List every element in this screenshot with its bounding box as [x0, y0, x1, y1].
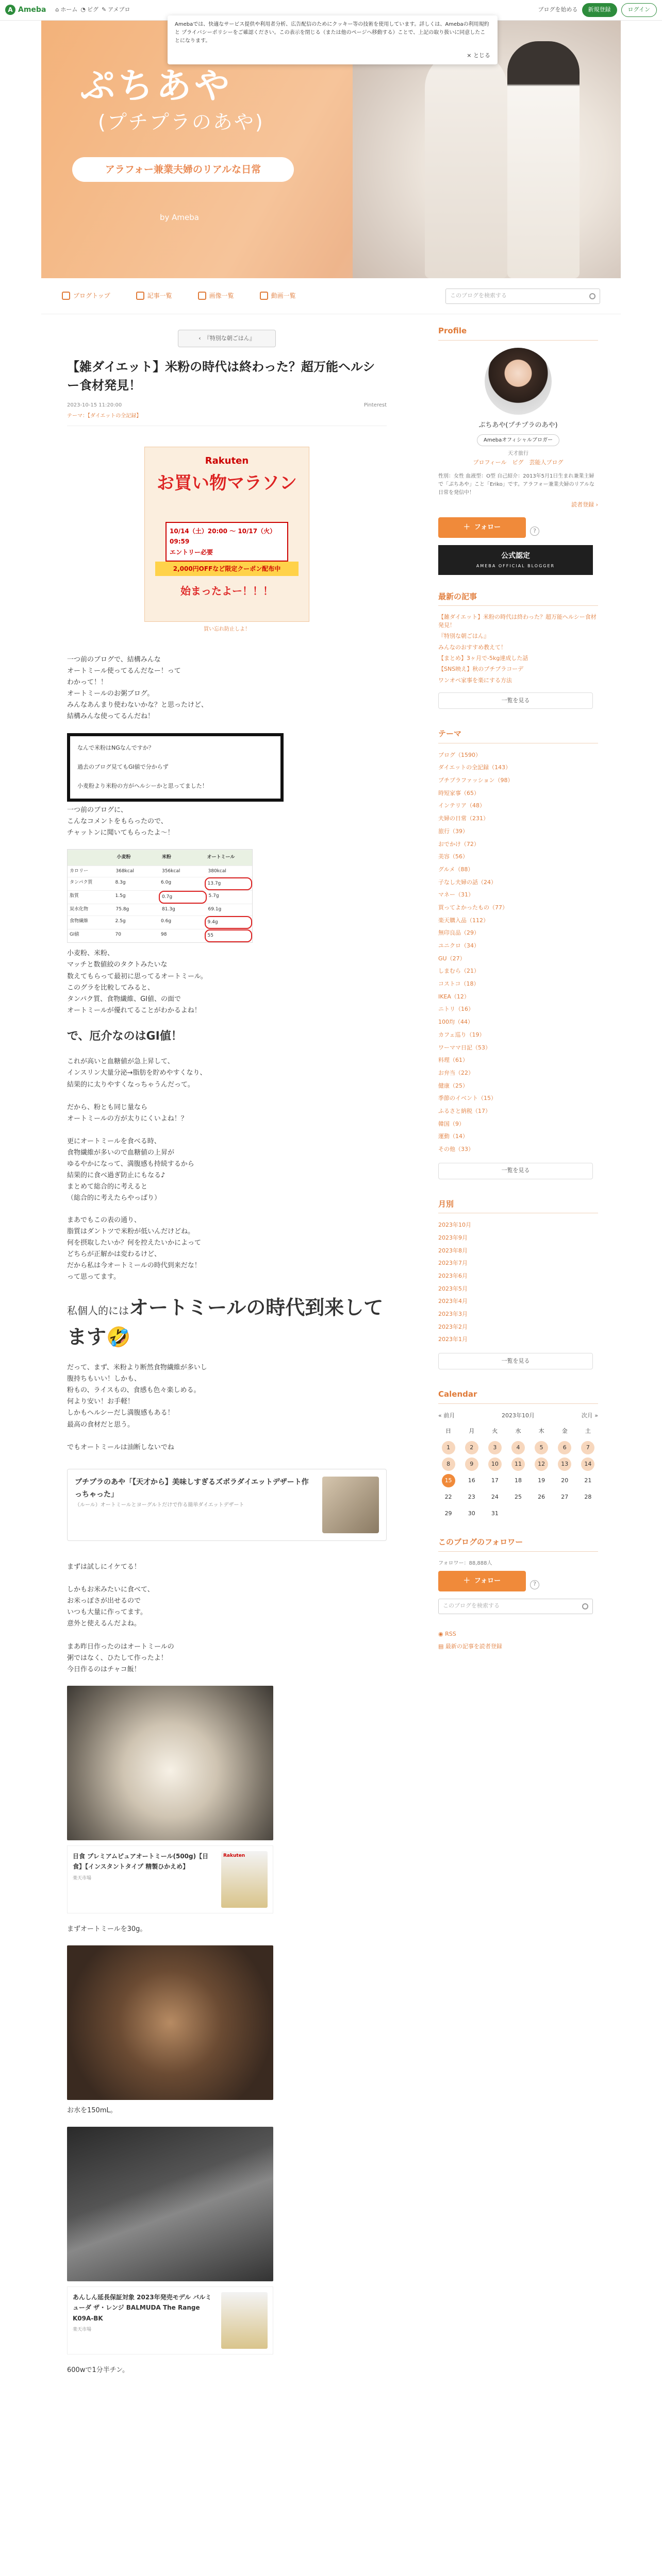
list-item[interactable]: 韓国（9）	[438, 1120, 465, 1127]
entry-paragraph: 一つ前のブログに、 こんなコメントをもらったので、 チャットンに聞いてもらったよ～！	[67, 806, 174, 837]
calendar-day[interactable]: 5	[535, 1441, 548, 1454]
entry-paragraph: まずオートミールを30g。	[67, 1925, 147, 1933]
login-button[interactable]: ログイン	[621, 3, 657, 17]
list-item[interactable]: 2023年1月	[438, 1336, 468, 1343]
nav-pigg[interactable]: ◔ ピグ	[80, 5, 98, 15]
calendar-day: 31	[491, 1510, 499, 1517]
calendar-day[interactable]: 13	[558, 1458, 571, 1471]
microwave-photo[interactable]	[67, 2127, 273, 2281]
profile-name[interactable]: ぷちあや(プチプラのあや)	[478, 421, 558, 429]
list-item[interactable]: 楽天購入品（112）	[438, 917, 489, 924]
help-icon[interactable]: ?	[530, 527, 539, 536]
nutrition-table-image	[67, 849, 253, 943]
product-shop: 楽天市場	[73, 1875, 92, 1881]
nav-entry-list[interactable]: 記事一覧	[136, 291, 172, 301]
nav-video-list[interactable]: 動画一覧	[260, 291, 296, 301]
blog-search-input[interactable]: このブログを検索する	[445, 289, 600, 304]
entry-paragraph: これが高いと血糖値が急上昇して、 インスリン大量分泌→脂肪を貯めやすくなり、 結果的に太りやすくなっちゃうんだって。 だから、粉とも同じ量なら オートミールの方が太りにくいよね！？ 更にオートミールを食べる時、 食物繊維が多いので血糖値の上昇が ゆるやかになって、満腹感も持続するから 結果的に食べ過ぎ防止にもなる♪ まとめて総合的に考えると （総合的に考えたらやっぱり）	[67, 1058, 207, 1202]
card-thumbnail	[322, 1477, 379, 1533]
calendar-weekday: 木	[538, 1428, 544, 1435]
blog-title: ぷちあや	[80, 65, 233, 107]
list-item[interactable]: 2023年5月	[438, 1285, 468, 1292]
cookie-notice-close-button[interactable]: × とじる	[467, 52, 490, 59]
calendar-day: 21	[584, 1477, 592, 1484]
calendar-title: 2023年10月	[502, 1412, 535, 1419]
recent-heading: 最新の記事	[438, 590, 598, 606]
plus-icon: ＋	[463, 523, 470, 531]
calendar-day[interactable]: 14	[581, 1458, 594, 1471]
calendar-day[interactable]: 2	[465, 1441, 478, 1454]
blog-nav	[41, 278, 621, 314]
official-blogger-banner[interactable]: 公式認定 AMEBA OFFICIAL BLOGGER	[438, 545, 593, 575]
entry-column	[67, 325, 387, 2386]
pinterest-share-button[interactable]: Pinterest	[363, 402, 387, 408]
prev-entry-button[interactable]: ‹ 『特別な朝ごはん』	[178, 330, 276, 347]
banner-dates: 10/14（土）20:00 ～ 10/17（火）09:59 エントリー必要	[166, 522, 288, 562]
list-item[interactable]: 2023年6月	[438, 1272, 468, 1279]
entry-paragraph: 小麦粉、米粉、 マッチと数値絞のタクトみたいな 数えてもらって最初に思ってるオートミール。 このグラを比較してみると、 タンパク質、食物繊維、GI値、の面で オートミールが優れてることがわかるよね！	[67, 950, 207, 1014]
list-item[interactable]: 『特別な朝ごはん』	[438, 633, 489, 640]
list-item[interactable]: プチプラファッション（98）	[438, 777, 514, 784]
entry-big-statement: 私個人的にはオートミールの時代到来してます🤣	[67, 1296, 384, 1349]
subscribe-link[interactable]: ▤ 最新の記事を読者登録	[438, 1643, 502, 1650]
ameba-logo-icon: A	[5, 5, 15, 15]
list-item[interactable]: インテリア（48）	[438, 802, 485, 809]
list-item[interactable]: みんなのおすすめ教えて！	[438, 643, 507, 651]
rakuten-ichiba-logo: Rakuten	[223, 1853, 245, 1858]
calendar-day[interactable]: 3	[488, 1441, 502, 1454]
plus-icon: ＋	[463, 1577, 470, 1585]
header-groom-figure	[507, 41, 580, 278]
sidebar	[438, 325, 598, 1655]
calendar-weekday: 金	[561, 1428, 568, 1435]
theme-more-button[interactable]: 一覧を見る	[438, 1163, 593, 1179]
calendar-day: 25	[514, 1494, 522, 1501]
nav-image-list[interactable]: 画像一覧	[198, 291, 234, 301]
calendar-grid	[438, 1425, 598, 1520]
nav-blog-top[interactable]: ブログトップ	[62, 291, 110, 301]
rakuten-product-card[interactable]	[67, 2286, 273, 2354]
calendar-day[interactable]: 1	[442, 1441, 455, 1454]
list-item[interactable]: マネー（31）	[438, 891, 474, 899]
profile-description: 性別：女性 血液型：O型 自己紹介：2013年5月1日生まれ兼業主婦で「ぷちあや」こと「Eriko」です。アラフォー兼業夫婦のリアルな日常を発信中！	[438, 473, 595, 496]
rss-icon: ◉	[438, 1630, 445, 1637]
list-item[interactable]: 2023年3月	[438, 1311, 468, 1318]
list-item[interactable]: ワーママ日記（53）	[438, 1044, 491, 1051]
rakuten-product-card[interactable]	[67, 1845, 273, 1913]
table-row: カロリー 368kcal 356kcal 380kcal	[68, 866, 252, 877]
search-icon[interactable]	[582, 1603, 588, 1609]
related-entry-card[interactable]	[67, 1469, 387, 1541]
table-row: 脂質 1.5g 0.7g 5.7g	[68, 890, 252, 904]
recent-more-button[interactable]: 一覧を見る	[438, 692, 593, 709]
banner-entry-required: エントリー必要	[170, 548, 213, 556]
profile-avatar[interactable]	[485, 348, 552, 415]
calendar-day-selected[interactable]: 15	[442, 1474, 455, 1487]
image-icon	[198, 292, 206, 300]
calendar-day: 19	[538, 1477, 545, 1484]
blog-icon: ✎	[101, 6, 107, 13]
calendar-weekday: 月	[469, 1428, 475, 1435]
follower-count: フォロワー：88,888人	[438, 1560, 492, 1566]
calendar-day[interactable]: 11	[511, 1458, 525, 1471]
list-item[interactable]: 季節のイベント（15）	[438, 1095, 496, 1102]
global-nav	[55, 5, 130, 15]
comment-quote-image: なんで米粉はNGなんですか？ 過去のブログ見てもGI値で分からず 小麦粉より米粉の方がヘルシーかと思ってました！	[67, 733, 284, 802]
nav-ameblo[interactable]: ✎ アメブロ	[102, 5, 130, 15]
profile-heading: Profile	[438, 325, 598, 341]
list-item[interactable]: 100均（44）	[438, 1019, 473, 1026]
card-description: （ルール）オートミールとヨーグルトだけで作る簡単ダイエットデザート	[75, 1502, 244, 1509]
by-ameba-label: by Ameba	[160, 213, 199, 222]
list-item[interactable]: しまむら（21）	[438, 968, 479, 975]
oatmeal-scale-photo[interactable]	[67, 1686, 273, 1840]
table-row: タンパク質 8.3g 6.0g 13.7g	[68, 877, 252, 890]
calendar-day[interactable]: 10	[488, 1458, 502, 1471]
banner-headline: お買い物マラソン	[157, 473, 297, 494]
register-button[interactable]: 新規登録	[582, 3, 617, 17]
table-row: 炭水化物 75.8g 81.3g 69.1g	[68, 904, 252, 915]
product-image	[221, 2292, 268, 2349]
list-item[interactable]: 夫婦の日常（231）	[438, 815, 489, 822]
entry-paragraph: 600wで1分半チン。	[67, 2366, 129, 2374]
list-item[interactable]: 2023年4月	[438, 1298, 468, 1305]
list-item[interactable]: 2023年10月	[438, 1222, 471, 1229]
entry-date: 2023-10-15 11:20:00	[67, 402, 122, 408]
calendar-prev-link[interactable]: « 前月	[438, 1412, 455, 1419]
list-item[interactable]: ブログ（1590）	[438, 751, 481, 758]
calendar-day: 22	[444, 1494, 452, 1501]
chevron-left-icon: ‹	[198, 334, 201, 342]
rakuten-logo: Rakuten	[205, 455, 249, 466]
calendar-day: 26	[538, 1494, 545, 1501]
list-item[interactable]: 運動（14）	[438, 1133, 468, 1140]
calendar-day[interactable]: 4	[511, 1441, 525, 1454]
entry-title: 【雑ダイエット】米粉の時代は終わった？超万能ヘルシー食材発見！	[67, 360, 375, 393]
list-item[interactable]: 【まとめ】3ヶ月で-5kg達成した話	[438, 655, 528, 662]
entry-paragraph: まずは試しにイケてる！ しかもお米みたいに食べて、 お米っぽさが出せるので いつも大量に作ってます。 意外と使えるんだよね。 まあ昨日作ったのはオートミールの 粥ではなく、ひたして作ったよ！ 今日作るのはチャコ飯！	[67, 1563, 174, 1673]
list-item[interactable]: 2023年2月	[438, 1323, 468, 1330]
month-heading: 月別	[438, 1198, 598, 1214]
calendar-day: 29	[444, 1510, 452, 1517]
product-title: あんしん延長保証対象 2023年発売モデル バルミューダ ザ・レンジ BALMUDA The Range K09A-BK	[73, 2293, 212, 2322]
calendar-day[interactable]: 9	[465, 1458, 478, 1471]
calendar-weekday: 土	[585, 1428, 591, 1435]
ameba-logo-text: Ameba	[18, 5, 46, 14]
list-item[interactable]: IKEA（12）	[438, 993, 470, 1000]
search-icon[interactable]	[589, 293, 595, 299]
profile-links[interactable]: プロフィール ピグ 芸能人ブログ	[473, 459, 564, 466]
list-item[interactable]: 旅行（39）	[438, 827, 468, 835]
list-item[interactable]: 2023年7月	[438, 1260, 468, 1267]
calendar-day: 17	[491, 1477, 499, 1484]
help-icon[interactable]: ?	[530, 1580, 539, 1589]
product-title: 日食 プレミアムピュアオートミール(500g)【日食】【インスタントタイプ 精製ひかえめ】	[73, 1852, 209, 1871]
calendar-weekday: 水	[515, 1428, 521, 1435]
product-shop: 楽天市場	[73, 2327, 92, 2333]
follow-button-2[interactable]: ＋ フォロー	[438, 1571, 526, 1591]
list-icon	[136, 292, 144, 300]
list-item[interactable]: 美容（56）	[438, 853, 468, 860]
entry-heading: で、厄介なのはGI値！	[67, 1029, 183, 1043]
list-item[interactable]: GU（27）	[438, 955, 466, 962]
list-item[interactable]: 【SNS映え】秋のプチプラコーデ	[438, 666, 524, 673]
card-title: プチプラのあや「【天才から】美味しすぎるズボラダイエットデザート作っちゃった」	[75, 1478, 309, 1499]
banner-start: 始まったよー！！！	[180, 585, 273, 597]
list-item[interactable]: その他（33）	[438, 1146, 474, 1153]
header-bride-figure	[425, 52, 507, 278]
calendar-day[interactable]: 6	[558, 1441, 571, 1454]
followers-heading: このブログのフォロワー	[438, 1536, 598, 1552]
list-item[interactable]: 子なし夫婦の話（24）	[438, 878, 496, 886]
list-item[interactable]: 買ってよかったもの（77）	[438, 904, 508, 911]
list-item[interactable]: 健康（25）	[438, 1082, 468, 1089]
blog-top-icon	[62, 292, 70, 300]
entry-paragraph: だって、まず、米粉より断然食物繊維が多いし 腹持ちもいい！しかも、 粉もの、ライスもの、食感も色々楽しめる。 何より安い！お手軽！ しかもヘルシーだし満腹感もある！ 最高の食材だと思う。 でもオートミールは油断しないでね	[67, 1364, 207, 1451]
calendar-weekday: 火	[492, 1428, 498, 1435]
calendar-day: 30	[468, 1510, 475, 1517]
profile-meta: 天才旅行	[508, 450, 528, 456]
list-item[interactable]: ユニクロ（34）	[438, 942, 479, 950]
list-item[interactable]: おでかけ（72）	[438, 840, 479, 848]
profile-more-link[interactable]: 読者登録 ›	[571, 501, 598, 509]
cookie-notice	[168, 15, 498, 64]
calendar-day: 18	[514, 1477, 522, 1484]
sidebar-search-input[interactable]: このブログを検索する	[438, 1599, 593, 1614]
banner-caption-link[interactable]: 買い忘れ防止しよ！	[204, 626, 250, 632]
pigg-icon: ◔	[80, 6, 86, 13]
calendar-heading: Calendar	[438, 1388, 598, 1404]
list-item[interactable]: 時短家事（65）	[438, 789, 479, 796]
calendar-next-link[interactable]: 次月 »	[581, 1412, 598, 1419]
calendar-day: 28	[584, 1494, 592, 1501]
calendar-day[interactable]: 12	[535, 1458, 548, 1471]
month-more-button[interactable]: 一覧を見る	[438, 1353, 593, 1369]
sidebar-links	[438, 1630, 598, 1652]
calendar-day: 23	[468, 1494, 475, 1501]
video-icon	[260, 292, 268, 300]
entry-paragraph: 一つ前のブログで、結構みんな オートミール使ってるんだなー！って わかって！！ オートミールのお粥ブログ。 みんなあんまり使わないかな？と思ったけど、 結構みんな使ってるんだね！	[67, 656, 208, 721]
list-item[interactable]: 【雑ダイエット】米粉の時代は終わった？超万能ヘルシー食材発見！	[438, 614, 597, 629]
blog-subtitle: (プチプラのあや)	[98, 111, 264, 133]
cookie-notice-text: Amebaでは、快適なサービス提供や利用者分析、広告配信のためにクッキー等の技術を使用しています。詳しくは、Amebaの利用規約 と プライバシーポリシーをご確認ください。この表示を閉じる（または他のページへ移動する）ことで、上記の取り扱いに同意したことになります。	[175, 22, 489, 44]
list-item[interactable]: カフェ巡り（19）	[438, 1031, 485, 1038]
list-item[interactable]: グルメ（88）	[438, 866, 474, 873]
calendar-weekday: 日	[445, 1428, 452, 1435]
rakuten-marathon-banner[interactable]	[144, 447, 309, 622]
rss-link[interactable]: ◉ RSS	[438, 1630, 456, 1637]
list-item[interactable]: コストコ（18）	[438, 980, 479, 988]
entry-theme-link[interactable]: テーマ：【ダイエットの全記録】	[67, 412, 387, 426]
calendar-day: 27	[561, 1494, 569, 1501]
product-image	[221, 1851, 268, 1908]
calendar-nav	[438, 1411, 598, 1421]
theme-heading: テーマ	[438, 727, 598, 743]
month-list	[438, 1221, 598, 1345]
calendar-day[interactable]: 7	[581, 1441, 594, 1454]
list-item[interactable]: 料理（61）	[438, 1057, 468, 1064]
oatmeal-water-photo[interactable]	[67, 1945, 273, 2100]
nav-home[interactable]: ⌂ ホーム	[55, 5, 77, 15]
list-item[interactable]: 2023年8月	[438, 1247, 468, 1254]
book-icon: ▤	[438, 1643, 445, 1650]
list-item[interactable]: お弁当（22）	[438, 1069, 474, 1076]
follow-button[interactable]: ＋ フォロー	[438, 517, 526, 538]
calendar-day[interactable]: 8	[442, 1458, 455, 1471]
entry-paragraph: お水を150mL。	[67, 2106, 117, 2114]
list-item[interactable]: ふるさと納税（17）	[438, 1107, 491, 1114]
list-item[interactable]: ニトリ（16）	[438, 1006, 474, 1013]
theme-list	[438, 751, 598, 1155]
list-item[interactable]: ダイエットの全記録（143）	[438, 764, 511, 771]
ameba-logo[interactable]	[5, 4, 46, 16]
calendar-day: 16	[468, 1477, 475, 1484]
recent-list	[438, 613, 598, 684]
blog-tagline: アラフォー兼業夫婦のリアルな日常	[72, 157, 294, 182]
table-row: GI値 70 98 55	[68, 929, 252, 942]
home-icon: ⌂	[55, 6, 59, 13]
table-header-row: 小麦粉 米粉 オートミール	[68, 850, 252, 865]
list-item[interactable]: ワンオペ家事を楽にする方法	[438, 676, 512, 684]
calendar-day: 20	[561, 1477, 569, 1484]
start-blog-link[interactable]: ブログを始める	[538, 6, 578, 13]
table-row: 食物繊維 2.5g 0.6g 9.4g	[68, 916, 252, 929]
banner-coupon: 2,000円OFFなど限定クーポン配布中	[155, 562, 299, 576]
entry-paragraph: まあでもこの表の通り、 脂質はダントツで米粉が低いんだけどね。 何を摂取したいか？何を控えたいかによって どちらが正解かは変わるけど、 だから私は今オートミールの時代到来だな！ って思ってます。	[67, 1216, 202, 1281]
list-item[interactable]: 2023年9月	[438, 1234, 468, 1241]
list-item[interactable]: 無印良品（29）	[438, 929, 479, 937]
official-blogger-badge: Amebaオフィシャルブロガー	[477, 434, 559, 446]
calendar-day: 24	[491, 1494, 499, 1501]
